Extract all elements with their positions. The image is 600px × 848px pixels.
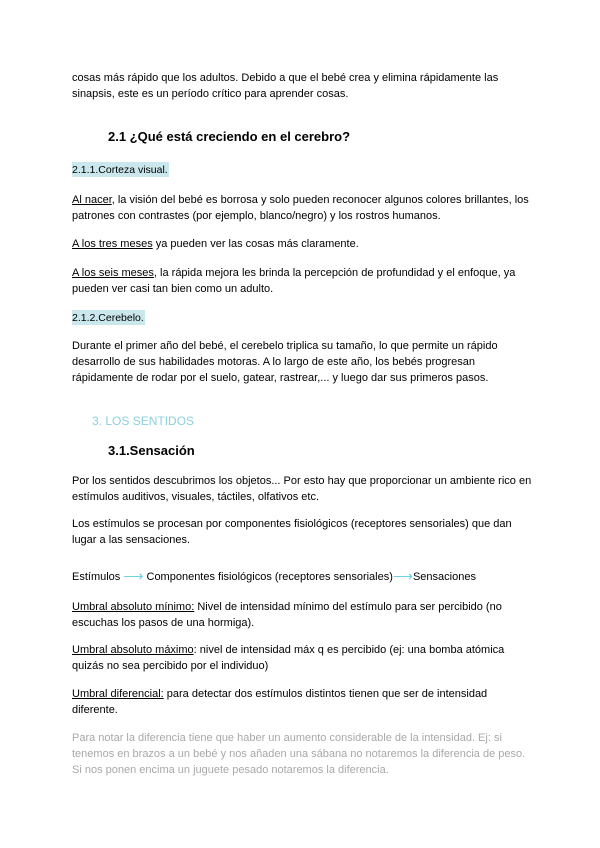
threshold-max-paragraph (72, 642, 532, 674)
section-2-1-heading: 2.1 ¿Qué está creciendo en el cerebro? (108, 129, 351, 144)
stimuli-paragraph (72, 516, 532, 548)
senses-text: Por los sentidos descubrimos los objetos... Por esto hay que proporcionar un ambiente rico en estímulos auditivos, visuales, táctiles, olfativos etc. (72, 475, 532, 503)
section-3-1-heading: 3.1.Sensación (108, 443, 195, 458)
flow-components: Componentes fisiológicos (receptores sensoriales) (143, 571, 393, 583)
section-3-heading: 3. LOS SENTIDOS (92, 414, 195, 428)
senses-paragraph (72, 473, 532, 505)
three-months-lead: A los tres meses (72, 238, 153, 250)
vision-birth-paragraph (72, 192, 532, 224)
vision-six-months-paragraph (72, 265, 532, 297)
flow-sensations: Sensaciones (412, 571, 476, 583)
cerebellum-text: Durante el primer año del bebé, el cerebelo triplica su tamaño, lo que permite un rápido desarrollo de sus habilidades motoras. A lo largo de este año, los bebés progresan rápidamente de rodar por el suelo, gatear, rastrear,... y luego dar sus primeros pasos. (72, 340, 498, 384)
threshold-min-text: Nivel de intensidad mínimo del estímulo para ser percibido (no escuchas los pasos de una hormiga). (72, 601, 502, 629)
flow-stimuli: Estímulos (72, 571, 124, 583)
threshold-max-text: : nivel de intensidad máx q es percibido (ej: una bomba atómica quizás no sea percibido por el individuo) (72, 644, 505, 672)
six-months-text: , la rápida mejora les brinda la percepción de profundidad y el enfoque, ya pueden ver casi tan bien como un adulto. (72, 267, 516, 295)
threshold-diff-text: para detectar dos estímulos distintos tienen que ser de intensidad diferente. (72, 688, 488, 716)
threshold-diff-lead: Umbral diferencial: (72, 688, 164, 700)
intro-paragraph (72, 70, 532, 102)
arrow-right-icon: ⟶ (123, 568, 144, 584)
at-birth-lead: Al nacer (72, 194, 112, 206)
stimuli-flow (72, 568, 532, 585)
at-birth-text: , la visión del bebé es borrosa y solo pueden reconocer algunos colores brillantes, los patrones con contrastes (por ejemplo, blanco/negro) y los rostros humanos. (72, 194, 529, 222)
arrow-right-icon: ⟶ (392, 568, 413, 584)
subsection-2-1-2-heading: 2.1.2.Cerebelo. (72, 312, 144, 324)
threshold-max-lead: Umbral absoluto máximo (72, 644, 194, 656)
note-paragraph (72, 730, 532, 778)
three-months-text: ya pueden ver las cosas más claramente. (152, 238, 359, 250)
cerebellum-paragraph (72, 338, 532, 386)
note-text: Para notar la diferencia tiene que haber un aumento considerable de la intensidad. Ej: si tenemos en brazos a un bebé y nos añaden una sábana no notaremos la diferencia de peso. Si nos ponen encima un juguete pesado notaremos la diferencia. (72, 732, 526, 776)
threshold-min-lead: Umbral absoluto mínimo: (72, 601, 195, 613)
threshold-diff-paragraph (72, 686, 532, 718)
intro-text: cosas más rápido que los adultos. Debido a que el bebé crea y elimina rápidamente las sinapsis, este es un período crítico para aprender cosas. (72, 72, 499, 100)
subsection-2-1-1-heading: 2.1.1.Corteza visual. (72, 164, 168, 176)
vision-three-months-paragraph (72, 236, 532, 252)
threshold-min-paragraph (72, 599, 532, 631)
stimuli-text: Los estímulos se procesan por componentes fisiológicos (receptores sensoriales) que dan lugar a las sensaciones. (72, 518, 512, 546)
six-months-lead: A los seis meses (72, 267, 154, 279)
